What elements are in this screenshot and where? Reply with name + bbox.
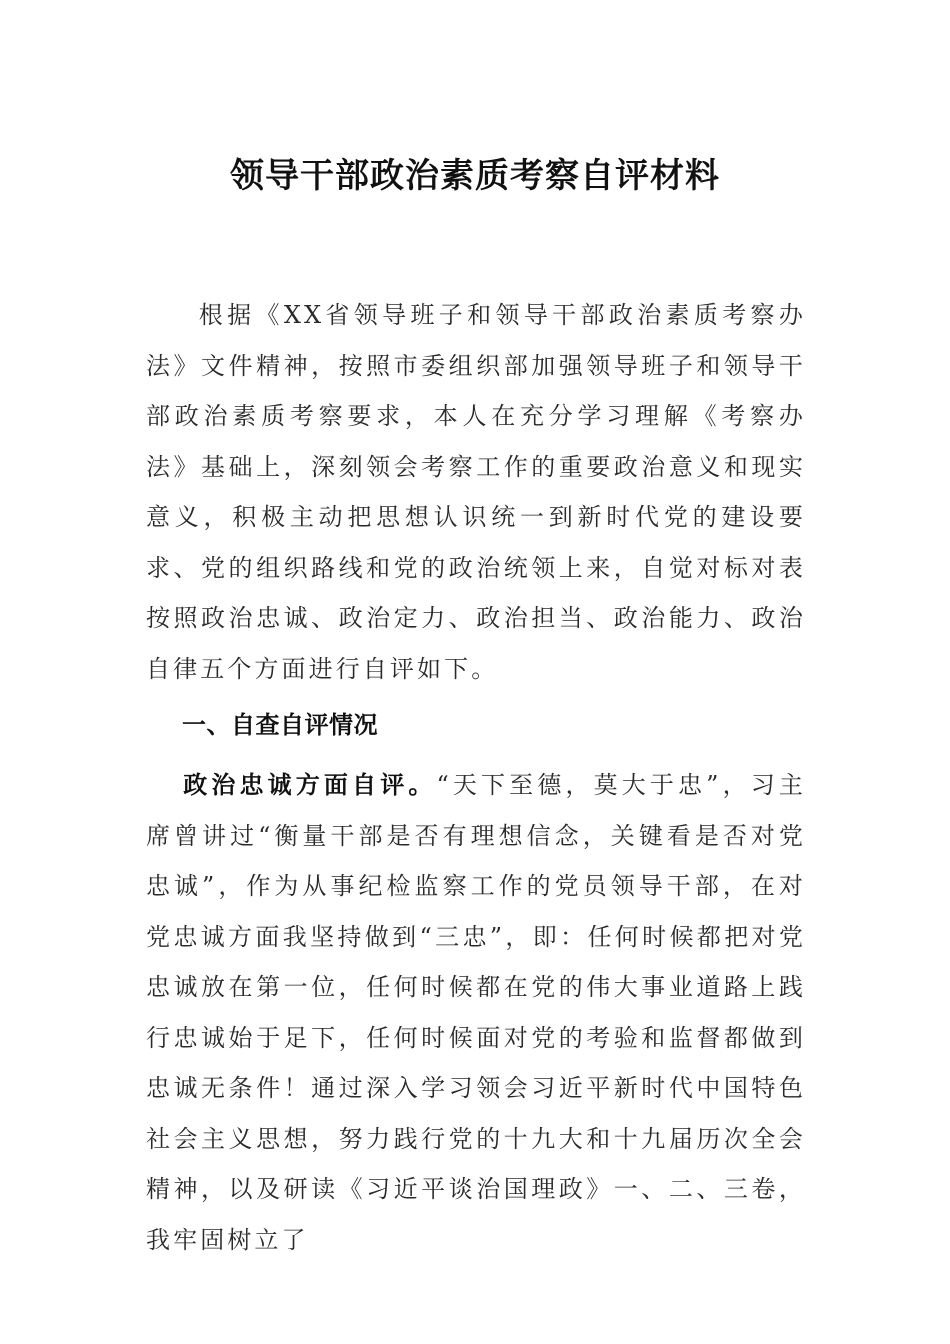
document-title: 领导干部政治素质考察自评材料: [230, 156, 720, 196]
loyalty-lead: 政治忠诚方面自评。: [183, 770, 437, 799]
loyalty-paragraph: [146, 760, 806, 1265]
loyalty-text: “天下至德，莫大于忠”，习主席曾讲过“衡量干部是否有理想信念，关键看是否对党忠诚”，作为从事纪检监察工作的党员领导干部，在对党忠诚方面我坚持做到“三忠”，即：任何时候都把对党忠诚放在第一位，任何时候都在党的伟大事业道路上践行忠诚始于足下，任何时候面对党的考验和监督都做到忠诚无条件！通过深入学习领会习近平新时代中国特色社会主义思想，努力践行党的十九大和十九届历次全会精神，以及研读《习近平谈治国理政》一、二、三卷，我牢固树立了: [146, 771, 806, 1254]
intro-paragraph: 根据《XX省领导班子和领导干部政治素质考察办法》文件精神，按照市委组织部加强领导班子和领导干部政治素质考察要求，本人在充分学习理解《考察办法》基础上，深刻领会考察工作的重要政治意义和现实意义，积极主动把思想认识统一到新时代党的建设要求、党的组织路线和党的政治统领上来，自觉对标对表按照政治忠诚、政治定力、政治担当、政治能力、政治自律五个方面进行自评如下。: [146, 301, 806, 683]
section-heading: 一、自查自评情况: [182, 711, 378, 739]
